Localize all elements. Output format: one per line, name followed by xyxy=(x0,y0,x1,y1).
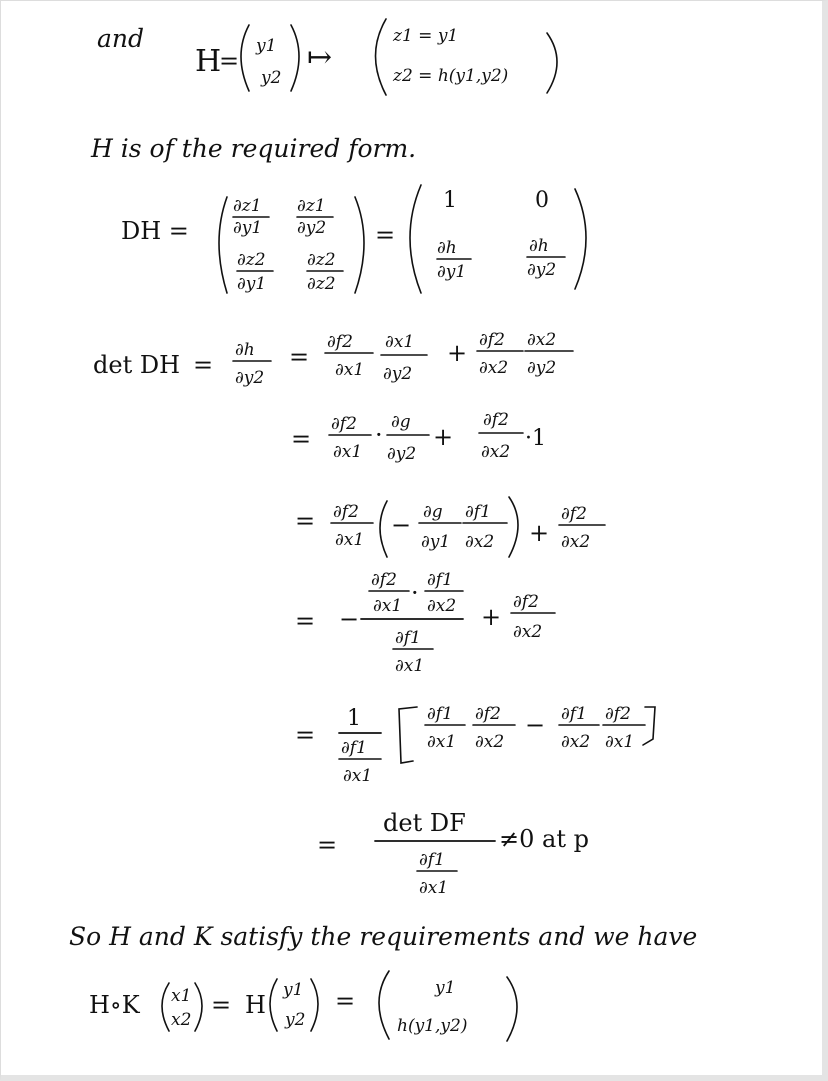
left-paren xyxy=(241,25,249,91)
comp-r-right-paren xyxy=(507,977,517,1041)
s2-a-num: ∂f2 xyxy=(331,414,357,434)
s4-top-a-num: ∂f2 xyxy=(371,570,397,590)
s3-d-num: ∂f2 xyxy=(561,504,587,524)
m21-den: ∂y1 xyxy=(237,274,267,294)
comp-r-top: y1 xyxy=(435,978,456,998)
comp-h: H xyxy=(245,991,266,1019)
s3-minus: − xyxy=(391,511,412,539)
output-top: z1 = y1 xyxy=(393,26,459,46)
s3-d-den: ∂x2 xyxy=(561,532,591,552)
dh-matrix-equation xyxy=(121,185,586,294)
det-equals-1: = xyxy=(193,351,214,379)
s5-right-bracket xyxy=(643,707,655,745)
det-equals-6: = xyxy=(295,721,316,749)
input-top: y1 xyxy=(256,36,277,56)
map-name: H xyxy=(195,44,222,79)
handwritten-notes xyxy=(1,1,823,1076)
dh-equals: = xyxy=(375,221,396,249)
s1-b-num: ∂x1 xyxy=(385,332,415,352)
s2-c-num: ∂f2 xyxy=(483,410,509,430)
comp-equals-2: = xyxy=(335,987,356,1015)
s2-a-den: ∂x1 xyxy=(333,442,363,462)
m12-num: ∂z1 xyxy=(297,196,326,216)
r22-num: ∂h xyxy=(529,236,549,256)
comp-r-left-paren xyxy=(379,971,389,1039)
map-definition xyxy=(97,19,557,95)
s1-d-num: ∂x2 xyxy=(527,330,557,350)
r12: 0 xyxy=(535,188,549,213)
m21-num: ∂z2 xyxy=(237,250,266,270)
map-equals: = xyxy=(219,47,240,75)
s3-a-num: ∂f2 xyxy=(333,502,359,522)
s2-b-num: ∂g xyxy=(391,412,411,432)
and-word: and xyxy=(97,24,145,53)
s1-plus: + xyxy=(447,339,468,367)
s4-top-dot: · xyxy=(411,579,419,607)
s5-den-num: ∂f1 xyxy=(341,738,367,758)
comp-equals-1: = xyxy=(211,991,232,1019)
result-right-paren xyxy=(575,189,586,289)
s2-plus: + xyxy=(433,423,454,451)
dh-lhs: DH = xyxy=(121,217,189,245)
s5-left-bracket xyxy=(399,707,417,763)
s3-b-num: ∂g xyxy=(423,502,443,522)
s5-d-num: ∂f2 xyxy=(605,704,631,724)
s3-left-paren xyxy=(380,501,387,557)
requirements-sentence: So H and K satisfy the requirements and we have xyxy=(69,922,698,951)
s0-den: ∂y2 xyxy=(235,368,265,388)
s3-right-paren xyxy=(509,497,518,557)
comp-y-bottom: y2 xyxy=(285,1010,306,1030)
det-equals-4: = xyxy=(295,507,316,535)
s2-dot: · xyxy=(375,421,383,449)
s5-a-den: ∂x1 xyxy=(427,732,457,752)
s6-num: det DF xyxy=(383,809,466,837)
output-left-paren xyxy=(376,19,387,95)
det-equals-3: = xyxy=(291,425,312,453)
result-left-paren xyxy=(410,185,421,293)
output-bottom: z2 = h(y1,y2) xyxy=(393,66,509,86)
matrix-left-paren xyxy=(219,197,227,293)
s2-b-den: ∂y2 xyxy=(387,444,417,464)
comp-lhs: H∘K xyxy=(89,991,140,1019)
comp-x-bottom: x2 xyxy=(171,1010,192,1030)
s4-minus: − xyxy=(339,605,360,633)
s4-c-num: ∂f2 xyxy=(513,592,539,612)
composition-equation xyxy=(89,971,517,1041)
comp-y-left-paren xyxy=(270,979,277,1031)
s5-c-num: ∂f1 xyxy=(561,704,587,724)
s5-den-den: ∂x1 xyxy=(343,766,373,786)
s3-b-den: ∂y1 xyxy=(421,532,451,552)
mapsto-arrow: ↦ xyxy=(307,40,333,75)
comp-y-right-paren xyxy=(311,979,318,1031)
m22-num: ∂z2 xyxy=(307,250,336,270)
s4-c-den: ∂x2 xyxy=(513,622,543,642)
s4-bot-den: ∂x1 xyxy=(395,656,425,676)
s4-top-b-den: ∂x2 xyxy=(427,596,457,616)
s3-plus: + xyxy=(529,519,550,547)
s0-num: ∂h xyxy=(235,340,255,360)
s5-one: 1 xyxy=(347,706,361,731)
output-right-paren xyxy=(547,33,557,93)
determinant-derivation xyxy=(93,330,655,898)
det-equals-5: = xyxy=(295,607,316,635)
comp-x-top: x1 xyxy=(171,986,192,1006)
s6-den-num: ∂f1 xyxy=(419,850,445,870)
required-form-sentence: H is of the required form. xyxy=(91,134,417,163)
comp-x-right-paren xyxy=(195,983,202,1031)
s4-top-a-den: ∂x1 xyxy=(373,596,403,616)
s3-c-num: ∂f1 xyxy=(465,502,491,522)
s3-a-den: ∂x1 xyxy=(335,530,365,550)
s6-den-den: ∂x1 xyxy=(419,878,449,898)
s4-bot-num: ∂f1 xyxy=(395,628,421,648)
s5-b-den: ∂x2 xyxy=(475,732,505,752)
det-lhs: det DH xyxy=(93,351,181,379)
m22-den: ∂z2 xyxy=(307,274,336,294)
comp-y-top: y1 xyxy=(283,980,304,1000)
s3-c-den: ∂x2 xyxy=(465,532,495,552)
s5-minus: − xyxy=(525,711,546,739)
s1-c-den: ∂x2 xyxy=(479,358,509,378)
m11-num: ∂z1 xyxy=(233,196,262,216)
det-equals-2: = xyxy=(289,343,310,371)
s1-b-den: ∂y2 xyxy=(383,364,413,384)
s5-d-den: ∂x1 xyxy=(605,732,635,752)
s2-c-den: ∂x2 xyxy=(481,442,511,462)
input-bottom: y2 xyxy=(261,68,282,88)
r21-num: ∂h xyxy=(437,238,457,258)
s1-c-num: ∂f2 xyxy=(479,330,505,350)
s2-times-one: ·1 xyxy=(525,426,546,451)
det-equals-7: = xyxy=(317,831,338,859)
r11: 1 xyxy=(443,188,457,213)
s1-a-num: ∂f2 xyxy=(327,332,353,352)
s5-a-num: ∂f1 xyxy=(427,704,453,724)
comp-r-bottom: h(y1,y2) xyxy=(397,1016,468,1036)
s1-d-den: ∂y2 xyxy=(527,358,557,378)
s5-b-num: ∂f2 xyxy=(475,704,501,724)
right-paren xyxy=(291,25,299,91)
s5-c-den: ∂x2 xyxy=(561,732,591,752)
s4-plus: + xyxy=(481,603,502,631)
s6-nonzero-at-p: ≠0 at p xyxy=(499,825,589,853)
s4-top-b-num: ∂f1 xyxy=(427,570,453,590)
m12-den: ∂y2 xyxy=(297,218,327,238)
r22-den: ∂y2 xyxy=(527,260,557,280)
m11-den: ∂y1 xyxy=(233,218,263,238)
comp-x-left-paren xyxy=(162,983,169,1031)
s1-a-den: ∂x1 xyxy=(335,360,365,380)
matrix-right-paren xyxy=(355,197,364,293)
r21-den: ∂y1 xyxy=(437,262,467,282)
